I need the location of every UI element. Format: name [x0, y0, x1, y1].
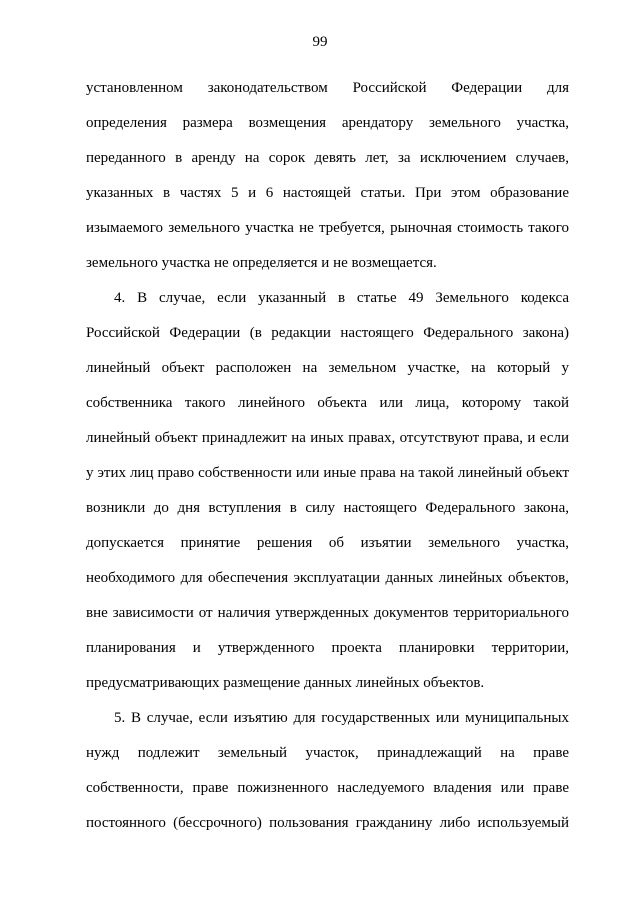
page-number: 99: [312, 34, 328, 50]
text-line: у этих лиц право собственности или иные права на такой линейный объект: [86, 465, 569, 481]
text-line: 4. В случае, если указанный в статье 49 Земельного кодекса: [114, 290, 569, 306]
text-line: изымаемого земельного участка не требуется, рыночная стоимость такого: [86, 220, 569, 236]
text-line: линейный объект принадлежит на иных правах, отсутствуют права, и если: [86, 430, 569, 446]
text-line: установленном законодательством Российской Федерации для: [86, 80, 569, 96]
text-line: земельного участка не определяется и не возмещается.: [86, 255, 437, 271]
text-line: допускается принятие решения об изъятии земельного участка,: [86, 535, 569, 551]
text-line: указанных в частях 5 и 6 настоящей статьи. При этом образование: [86, 185, 569, 201]
text-line: возникли до дня вступления в силу настоящего Федерального закона,: [86, 500, 569, 516]
text-line: необходимого для обеспечения эксплуатации данных линейных объектов,: [86, 570, 569, 586]
text-line: вне зависимости от наличия утвержденных документов территориального: [86, 605, 569, 621]
text-line: переданного в аренду на сорок девять лет, за исключением случаев,: [86, 150, 569, 166]
text-line: собственника такого линейного объекта или лица, которому такой: [86, 395, 569, 411]
text-line: Российской Федерации (в редакции настоящего Федерального закона): [86, 325, 569, 341]
body-text: [86, 78, 569, 848]
paragraph-item-4: [86, 288, 569, 708]
text-line: линейный объект расположен на земельном участке, на который у: [86, 360, 569, 376]
paragraph-item-5: [86, 708, 569, 848]
text-line: нужд подлежит земельный участок, принадлежащий на праве: [86, 745, 569, 761]
text-line: предусматривающих размещение данных линейных объектов.: [86, 675, 485, 691]
text-line: постоянного (бессрочного) пользования гражданину либо используемый: [86, 815, 569, 831]
text-line: собственности, праве пожизненного наследуемого владения или праве: [86, 780, 569, 796]
paragraph-continuation: [86, 78, 569, 288]
text-line: планирования и утвержденного проекта планировки территории,: [86, 640, 569, 656]
text-line: определения размера возмещения арендатору земельного участка,: [86, 115, 569, 131]
text-line: 5. В случае, если изъятию для государственных или муниципальных: [114, 710, 569, 726]
